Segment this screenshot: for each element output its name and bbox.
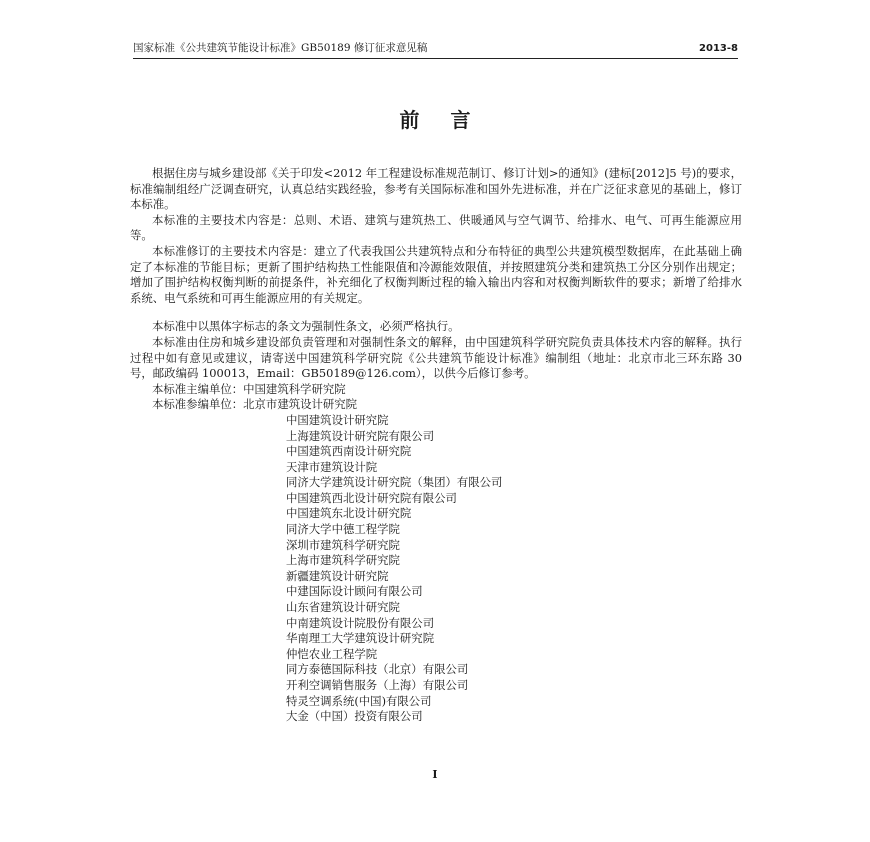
participant-unit: 开利空调销售服务（上海）有限公司 [286, 678, 469, 692]
preface-paragraph-1: 根据住房与城乡建设部《关于印发<2012 年工程建设标准规范制订、修订计划>的通知》(建标[2012]5 号)的要求，标准编制组经广泛调查研究，认真总结实践经验，参考有关国际标准和国外先进标准，并在广泛征求意见的基础上，修订本标准。 [130, 166, 742, 212]
participant-unit: 大金（中国）投资有限公司 [286, 709, 423, 724]
participant-unit: 同济大学建筑设计研究院（集团）有限公司 [286, 475, 503, 490]
mandatory-clause-note: 本标准中以黑体字标志的条文为强制性条文，必须严格执行。 [152, 319, 460, 334]
participants-label: 本标准参编单位： [152, 397, 244, 412]
participant-unit: 山东省建筑设计研究院 [286, 600, 400, 615]
participant-units-list [130, 413, 742, 725]
preface-paragraph-3: 本标准修订的主要技术内容是：建立了代表我国公共建筑特点和分布特征的典型公共建筑模型数据库，在此基础上确定了本标准的节能目标；更新了围护结构热工性能限值和冷源能效限值，并按照建筑分类和建筑热工分区分别作出规定；增加了围护结构权衡判断的前提条件，补充细化了权衡判断过程的输入输出内容和对权衡判断软件的要求；新增了给排水系统、电气系统和可再生能源应用的有关规定。 [130, 243, 742, 305]
header-date: 2013-8 [699, 43, 738, 54]
participant-unit: 特灵空调系统(中国)有限公司 [286, 693, 432, 708]
participant-unit: 中国建筑设计研究院 [286, 412, 389, 427]
participant-unit: 中国建筑西北设计研究院有限公司 [286, 490, 457, 505]
participant-unit: 天津市建筑设计院 [286, 459, 378, 474]
participants-line [130, 397, 742, 413]
page-title: 前 言 [399, 108, 483, 132]
participant-unit: 仲恺农业工程学院 [286, 646, 378, 661]
participant-unit: 华南理工大学建筑设计研究院 [286, 631, 435, 646]
chief-editor-line [130, 382, 742, 398]
management-note: 本标准由住房和城乡建设部负责管理和对强制性条文的解释，由中国建筑科学研究院负责具体技术内容的解释。执行过程中如有意见或建议，请寄送中国建筑科学研究院《公共建筑节能设计标准》编制组（地址：北京市北三环东路 30 号，邮政编码 100013，Email：GB50189@126.com），以供今后修订参考。 [130, 334, 742, 381]
participant-unit: 同济大学中德工程学院 [286, 522, 400, 537]
participant-unit: 上海建筑设计研究院有限公司 [286, 428, 435, 443]
participant-unit: 中国建筑西南设计研究院 [286, 444, 412, 459]
participant-unit: 深圳市建筑科学研究院 [286, 537, 400, 552]
participant-unit: 中建国际设计顾问有限公司 [286, 584, 423, 599]
paragraph-spacer [130, 306, 742, 319]
header-standard-title: 国家标准《公共建筑节能设计标准》GB50189 修订征求意见稿 [133, 42, 428, 54]
chief-editor-unit: 中国建筑科学研究院 [243, 381, 346, 396]
header-divider [133, 58, 738, 59]
preface-body [130, 166, 742, 725]
participant-unit: 新疆建筑设计研究院 [286, 568, 389, 583]
running-header [133, 40, 738, 57]
participant-unit: 中南建筑设计院股份有限公司 [286, 615, 435, 630]
preface-paragraph-2: 本标准的主要技术内容是：总则、术语、建筑与建筑热工、供暖通风与空气调节、给排水、电气、可再生能源应用等。 [130, 212, 742, 243]
participant-unit: 北京市建筑设计研究院 [243, 397, 358, 412]
chief-editor-label: 本标准主编单位： [152, 381, 244, 396]
participant-unit: 上海市建筑科学研究院 [286, 553, 400, 568]
participant-unit: 中国建筑东北设计研究院 [286, 506, 412, 521]
participant-unit: 同方泰德国际科技（北京）有限公司 [286, 662, 469, 677]
page-number: I [432, 768, 438, 781]
